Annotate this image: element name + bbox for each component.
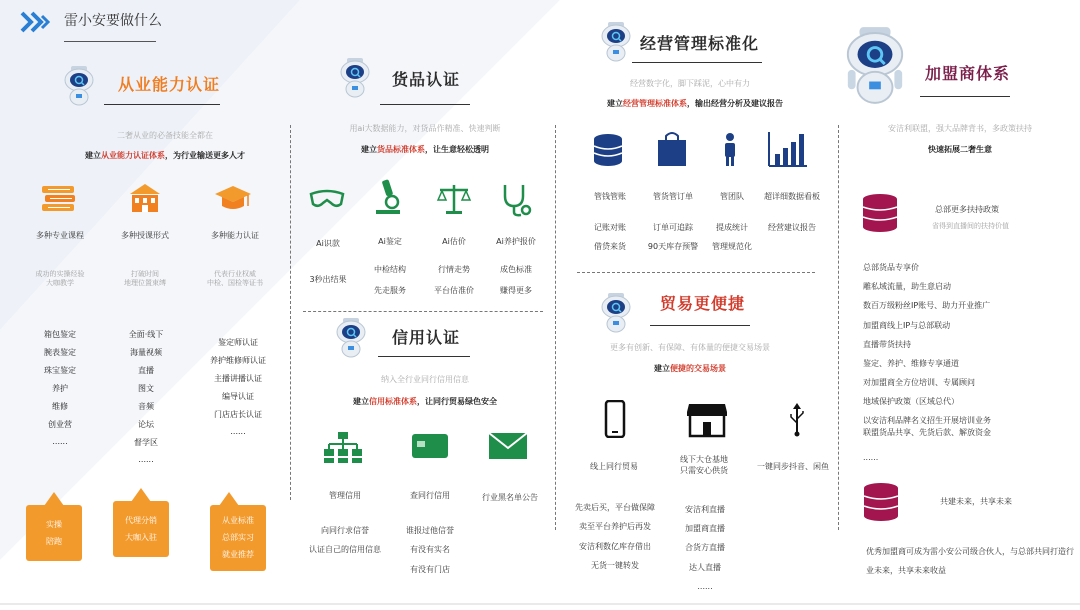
goods-icon-label: Ai识款 — [316, 239, 340, 248]
brand-chevron-icon — [20, 10, 52, 38]
page-title: 雷小安要做什么 — [64, 13, 162, 29]
credit-icon-label: 管理信用 — [329, 491, 361, 500]
career-icon-label: 多种专业课程 — [36, 231, 84, 240]
career-subtitle: 二奢从业的必备技能全都在 — [117, 131, 213, 140]
trade-item: 合货方直播 — [685, 543, 725, 552]
robot-icon — [599, 22, 633, 62]
divider — [577, 272, 815, 273]
ops-icon-sub: 90天库存预警 — [647, 242, 699, 251]
trade-title-underline — [650, 325, 750, 326]
credit-tagline: 建立信用标准体系，让同行贸易绿色安全 — [353, 397, 497, 406]
list-item: 音频 — [138, 402, 154, 411]
credit-item: 有没有实名 — [410, 545, 450, 554]
robot-mascot-icon — [842, 24, 908, 108]
career-icon-label: 多种授课形式 — [121, 231, 169, 240]
win-title: 共建未来，共享未来 — [940, 497, 1012, 506]
ops-icon-sub: 订单可追踪 — [653, 223, 693, 232]
credit-item: 有没有门店 — [410, 565, 450, 574]
title-underline — [64, 41, 156, 42]
goods-subtitle: 用ai大数据能力，对货品作精准、快速判断 — [349, 124, 501, 133]
divider — [838, 125, 839, 530]
trade-icon-label: 一键同步抖音、闲鱼 — [757, 462, 829, 471]
list-item: 以安洁利品牌名义招生开展培训业务 — [863, 416, 991, 425]
list-item: 珠宝鉴定 — [44, 366, 76, 375]
ops-icon-sub: 管理规范化 — [712, 242, 752, 251]
list-item: 鉴定、养护、维修专享通道 — [863, 359, 959, 368]
trade-subtitle: 更多有创新、有保障、有体量的便捷交易场景 — [610, 343, 770, 352]
divider — [555, 125, 556, 530]
list-item: 论坛 — [138, 420, 154, 429]
robot-icon — [334, 318, 368, 358]
graduation-cap-icon — [213, 184, 253, 218]
trade-item: 加盟商直播 — [685, 524, 725, 533]
list-item: 总部货品专享价 — [863, 263, 919, 272]
callout-pointer — [219, 492, 239, 506]
list-item: ...... — [230, 427, 246, 436]
ops-tagline: 建立经营管理标准体系，输出经营分析及建议报告 — [607, 99, 783, 108]
callout-box: 从业标准 总部实习 就业推荐 — [210, 505, 266, 571]
goods-icon-label: Ai估价 — [442, 237, 466, 246]
franchise-title: 加盟商体系 — [925, 64, 1011, 83]
list-item: 加盟商线上IP与总部联动 — [863, 321, 951, 330]
divider — [303, 311, 543, 312]
list-item: 图文 — [138, 384, 154, 393]
career-tagline: 建立从业能力认证体系，为行业输送更多人才 — [85, 151, 245, 160]
list-item: 对加盟商全方位培训、专属顾问 — [863, 378, 975, 387]
career-list-1 — [40, 329, 80, 455]
bar-chart-icon — [767, 130, 809, 168]
credit-title-underline — [378, 356, 470, 357]
career-icon-label: 多种能力认证 — [211, 231, 259, 240]
ops-icon-label: 管钱管账 — [594, 192, 626, 201]
career-list-2 — [122, 329, 170, 473]
trade-item: 先卖后买，平台做保障 — [575, 503, 655, 512]
list-item: 门店店长认证 — [214, 410, 262, 419]
trade-item: 卖至平台养护后再发 — [579, 522, 651, 531]
stethoscope-icon — [499, 182, 533, 218]
franchise-subtitle: 安洁利联盟，强大品牌背书，多政策扶持 — [888, 124, 1032, 133]
ops-icon-sub: 记账对账 — [594, 223, 626, 232]
stack-coins-icon — [861, 193, 899, 233]
credit-item: 谁报过他信誉 — [406, 526, 454, 535]
career-title-underline — [104, 104, 220, 105]
callout-pointer — [131, 488, 151, 502]
list-item: 养护 — [52, 384, 68, 393]
ops-subtitle: 经营数字化，脚下踩泥，心中有力 — [630, 79, 750, 88]
list-item: 海量视频 — [130, 348, 162, 357]
phone-icon — [604, 400, 626, 438]
robot-icon — [62, 66, 96, 106]
trade-item: 达人直播 — [689, 563, 721, 572]
org-chart-icon — [323, 430, 363, 464]
list-item: 箱包鉴定 — [44, 330, 76, 339]
goods-title: 货品认证 — [392, 70, 461, 89]
list-item: 腕表鉴定 — [44, 348, 76, 357]
trade-icon-label: 线下大仓基地 — [680, 455, 728, 464]
robot-icon — [599, 293, 633, 333]
callout-box: 实操 陪跑 — [26, 505, 82, 561]
usb-icon — [787, 403, 807, 437]
list-item: 全面·线下 — [128, 330, 164, 339]
trade-item: ...... — [697, 582, 713, 591]
goods-icon-sub: 成色标准 — [500, 265, 532, 274]
stack-coins-icon — [862, 482, 900, 522]
shopping-bag-icon — [656, 130, 688, 168]
list-item: 创业营 — [48, 420, 72, 429]
trade-icon-label: 线上同行贸易 — [590, 462, 638, 471]
list-item: 数百万级粉丝IP账号、助力开业推广 — [863, 301, 991, 310]
goggles-icon — [308, 186, 346, 212]
credit-icon-label: 行业黑名单公告 — [482, 493, 538, 502]
list-item: 鉴定师认证 — [218, 338, 258, 347]
list-item: 地域保护政策（区域总代） — [863, 397, 959, 406]
goods-tagline: 建立货品标准体系，让生意轻松透明 — [361, 145, 489, 154]
database-icon — [592, 133, 624, 169]
credit-item: 认证自己的信用信息 — [309, 545, 381, 554]
trade-item: 安洁利数亿库存借出 — [579, 542, 651, 551]
list-item: ...... — [52, 437, 68, 446]
career-icon-desc: 打破时间 地理位置束缚 — [124, 270, 166, 287]
ops-icon-label: 管团队 — [720, 192, 744, 201]
ops-title-underline — [632, 62, 762, 63]
list-item: ...... — [138, 455, 154, 464]
policy-title: 总部更多扶持政策 — [935, 205, 999, 214]
trade-tagline: 建立便捷的交易场景 — [654, 364, 726, 373]
list-item: 养护维修师认证 — [210, 356, 266, 365]
credit-item: 向同行求信誉 — [321, 526, 369, 535]
list-item: 联盟货品共享、先货后款、解放资金 — [863, 428, 991, 437]
goods-icon-sub: 赚得更多 — [500, 286, 532, 295]
person-icon — [720, 132, 740, 168]
envelope-icon — [488, 432, 528, 460]
goods-icon-sub: 3秒出结果 — [309, 275, 347, 284]
career-title: 从业能力认证 — [118, 75, 221, 94]
win-text: 优秀加盟商可成为雷小安公司级合伙人，与总部共同打造行 — [866, 547, 1074, 556]
policy-subtitle: 省得到直播间的扶持价值 — [932, 222, 1009, 230]
list-item: 雕私域流量，助生意启动 — [863, 282, 951, 291]
list-item: ...... — [863, 453, 879, 462]
credit-subtitle: 纳入全行业同行信用信息 — [381, 375, 469, 384]
microscope-icon — [372, 178, 404, 216]
books-icon — [40, 182, 78, 218]
divider — [290, 125, 291, 500]
ops-title: 经营管理标准化 — [640, 34, 760, 53]
list-item: 编导认证 — [222, 392, 254, 401]
trade-item: 无货一键转发 — [591, 561, 639, 570]
ops-icon-label: 超详细数据看板 — [764, 192, 820, 201]
goods-icon-sub: 先走服务 — [374, 286, 406, 295]
ops-icon-sub: 经营建议报告 — [768, 223, 816, 232]
franchise-title-underline — [920, 96, 1010, 97]
list-item: 直播 — [138, 366, 154, 375]
credit-card-icon — [411, 433, 449, 459]
goods-icon-label: Ai养护报价 — [496, 237, 536, 246]
credit-icon-label: 查同行信用 — [410, 491, 450, 500]
career-icon-desc: 成功的实操经验 大咖教学 — [35, 270, 85, 287]
trade-item: 安洁利直播 — [685, 505, 725, 514]
goods-icon-sub: 行情走势 — [438, 265, 470, 274]
goods-icon-label: Ai鉴定 — [378, 237, 402, 246]
list-item: 维修 — [52, 402, 68, 411]
win-text: 业未来，共享未来收益 — [866, 566, 946, 575]
storefront-icon — [686, 402, 728, 438]
callout-pointer — [44, 492, 64, 506]
callout-box: 代理分销 大咖入驻 — [113, 501, 169, 557]
goods-icon-sub: 中检结构 — [374, 265, 406, 274]
trade-icon-label: 只需安心供货 — [680, 466, 728, 475]
scale-icon — [436, 182, 472, 216]
list-item: 直播带货扶持 — [863, 340, 911, 349]
career-list-3 — [203, 337, 273, 445]
ops-icon-sub: 提成统计 — [716, 223, 748, 232]
ops-icon-label: 管货管订单 — [653, 192, 693, 201]
list-item: 督学区 — [134, 438, 158, 447]
franchise-tagline: 快速拓展二奢生意 — [928, 145, 992, 154]
goods-icon-sub: 平台估准价 — [434, 286, 474, 295]
trade-title: 贸易更便捷 — [660, 294, 746, 313]
credit-title: 信用认证 — [392, 328, 461, 347]
ops-icon-sub: 借贷来货 — [594, 242, 626, 251]
list-item: 主播讲播认证 — [214, 374, 262, 383]
career-icon-desc: 代表行业权威 中检、国检等证书 — [207, 270, 263, 287]
robot-icon — [338, 58, 372, 98]
goods-title-underline — [380, 104, 470, 105]
school-icon — [126, 182, 164, 218]
